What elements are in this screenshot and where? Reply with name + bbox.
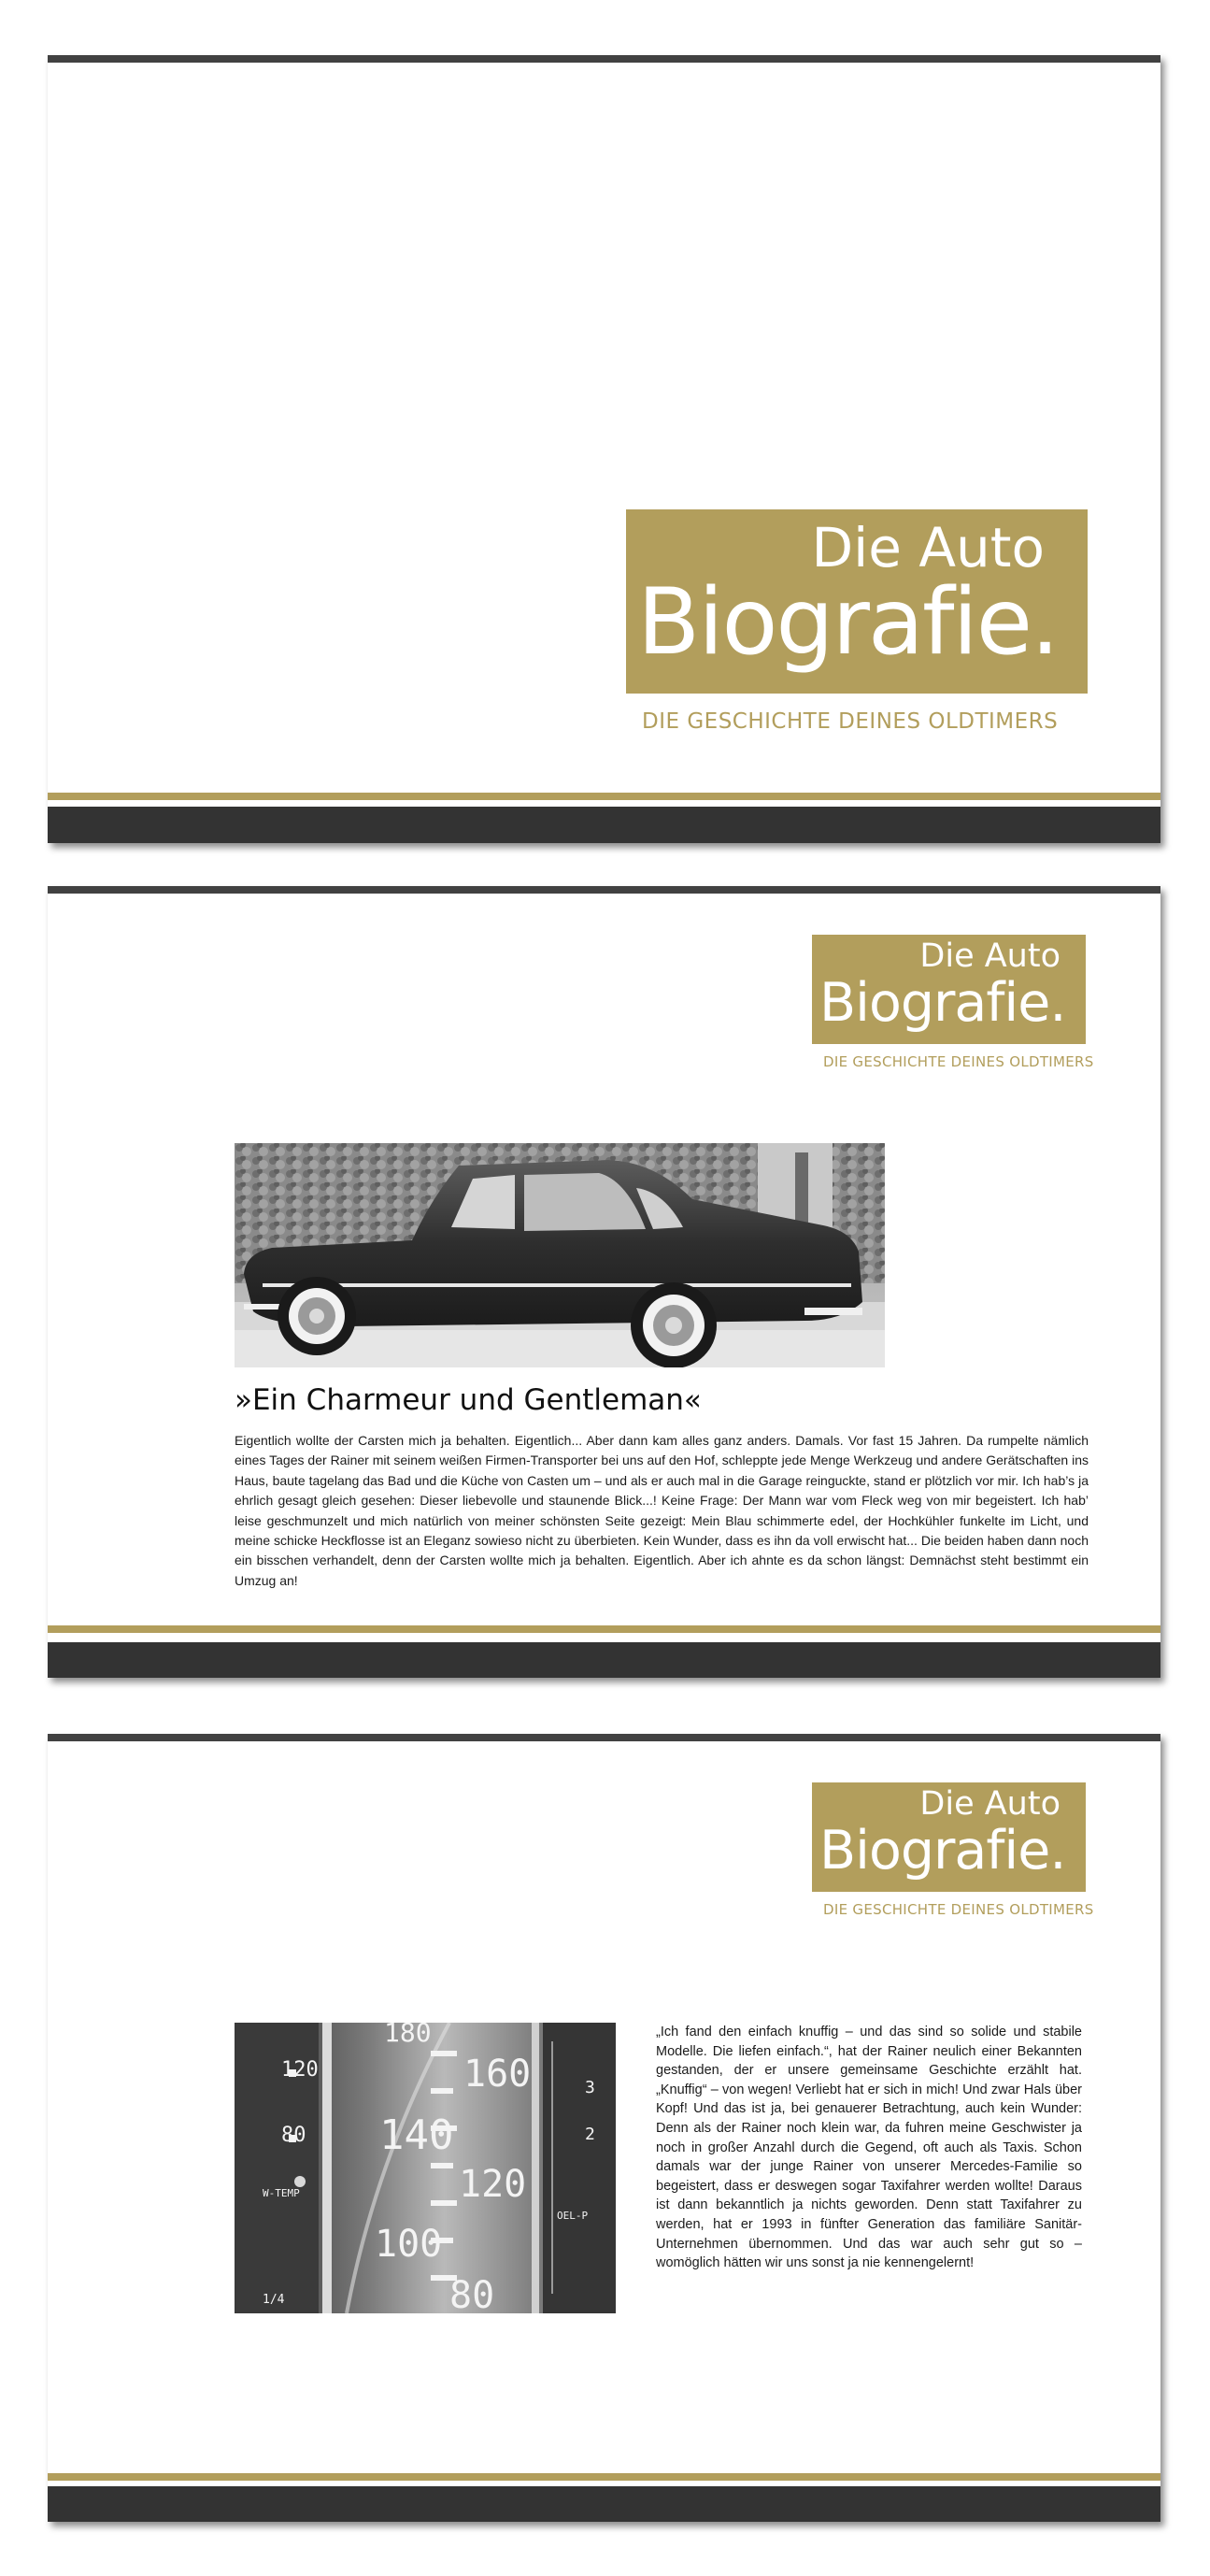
footer-band	[48, 807, 1160, 843]
gauge-label: 180	[384, 2023, 432, 2048]
brand-logo	[626, 509, 1088, 694]
gauge-label: 3	[585, 2078, 595, 2097]
footer-band	[48, 2486, 1160, 2522]
brand-logo	[812, 935, 1086, 1044]
brand-tagline: DIE GESCHICHTE DEINES OLDTIMERS	[823, 1053, 1094, 1070]
car-photo	[235, 1143, 885, 1367]
speedometer-photo	[235, 2023, 616, 2313]
gold-divider	[48, 1625, 1160, 1633]
gold-divider	[48, 2473, 1160, 2481]
gauge-label: 80	[449, 2274, 495, 2313]
story-page-1	[48, 886, 1160, 1678]
car-illustration	[235, 1143, 885, 1367]
cover-page	[48, 55, 1160, 843]
gauge-label: 2	[585, 2125, 595, 2144]
story-page-2	[48, 1734, 1160, 2522]
gauge-label: OEL-P	[557, 2210, 589, 2222]
gauge-label: 140	[379, 2111, 454, 2159]
gauge-label: 1/4	[263, 2293, 285, 2307]
footer-band	[48, 1642, 1160, 1678]
speedometer-illustration	[235, 2023, 616, 2313]
quote-body: „Ich fand den einfach knuffig – und das sind so solide und stabile Modelle. Die liefen einfach.“, hat der Rainer neulich einer Bekannten gestanden, der er unsere gemeinsame Geschichte erzählt hat. „Knuffig“ – von wegen! Verliebt hat er sich in mich! Und zwar Hals über Kopf! Und das ist ja, bei genauerer Betrachtung, auch kein Wunder: Denn als der Rainer noch klein war, da fuhren meine Geschwister ja noch in großer Anzahl durch die Gegend, oft auch als Taxis. Schon damals war der junge Rainer von unserer Mercedes-Familie so begeistert, dass er deswegen sogar Taxifahrer werden wollte! Daraus ist dann bekanntlich ja nichts geworden. Denn statt Taxifahrer zu werden, hat er 1993 in fünfter Generation das familiäre Sanitär-Unternehmen übernommen. Und das war auch sehr gut so – womöglich hätten wir uns sonst ja nie kennengelernt!	[656, 2025, 1082, 2271]
gauge-label: 100	[375, 2223, 443, 2266]
story-body: Eigentlich wollte der Carsten mich ja behalten. Eigentlich... Aber dann kam alles ganz anders. Damals. Vor fast 15 Jahren. Da rumpelte nämlich eines Tages der Rainer mit seinem weißen Firmen-Transporter bei uns auf den Hof, schleppte jede Menge Werkzeug und andere Gerätschaften ins Haus, baute tagelang das Bad und die Küche von Casten um – und als er auch mal in die Garage reinguckte, stand er plötzlich vor mir. Ich hab’s ja ehrlich gesagt gleich gesehen: Dieser liebevolle und staunende Blick...! Keine Frage: Der Mann war vom Fleck weg von mir begeistert. Ich hab’ leise geschmunzelt und mich natürlich von meiner schönsten Seite gezeigt: Mein Blau schimmerte edel, der Hochkühler funkelte im Licht, und meine schicke Heckflosse ist an Eleganz sowieso nicht zu überbieten. Kein Wunder, dass es ihn da voll erwischt hat... Die beiden haben dann noch ein bisschen verhandelt, denn der Carsten wollte mich ja behalten. Eigentlich. Aber ich ahnte es da schon längst: Demnächst steht bestimmt ein Umzug an!	[235, 1433, 1089, 1588]
logo-line-1: Die Auto	[919, 937, 1061, 975]
brand-tagline: DIE GESCHICHTE DEINES OLDTIMERS	[642, 709, 1059, 734]
logo-line-1: Die Auto	[811, 516, 1045, 580]
story-heading: »Ein Charmeur und Gentleman«	[235, 1383, 702, 1417]
gauge-label: 160	[463, 2053, 532, 2096]
logo-line-2: Biografie.	[819, 1820, 1066, 1882]
brand-tagline: DIE GESCHICHTE DEINES OLDTIMERS	[823, 1901, 1094, 1918]
logo-line-2: Biografie.	[637, 569, 1059, 676]
gauge-label: 120	[459, 2163, 527, 2206]
gold-divider	[48, 793, 1160, 800]
logo-line-2: Biografie.	[819, 972, 1066, 1034]
gauge-label: W-TEMP	[263, 2187, 300, 2199]
gauge-label: 80	[281, 2124, 306, 2147]
gauge-label: 120	[281, 2058, 319, 2082]
brand-logo	[812, 1782, 1086, 1892]
logo-line-1: Die Auto	[919, 1785, 1061, 1823]
